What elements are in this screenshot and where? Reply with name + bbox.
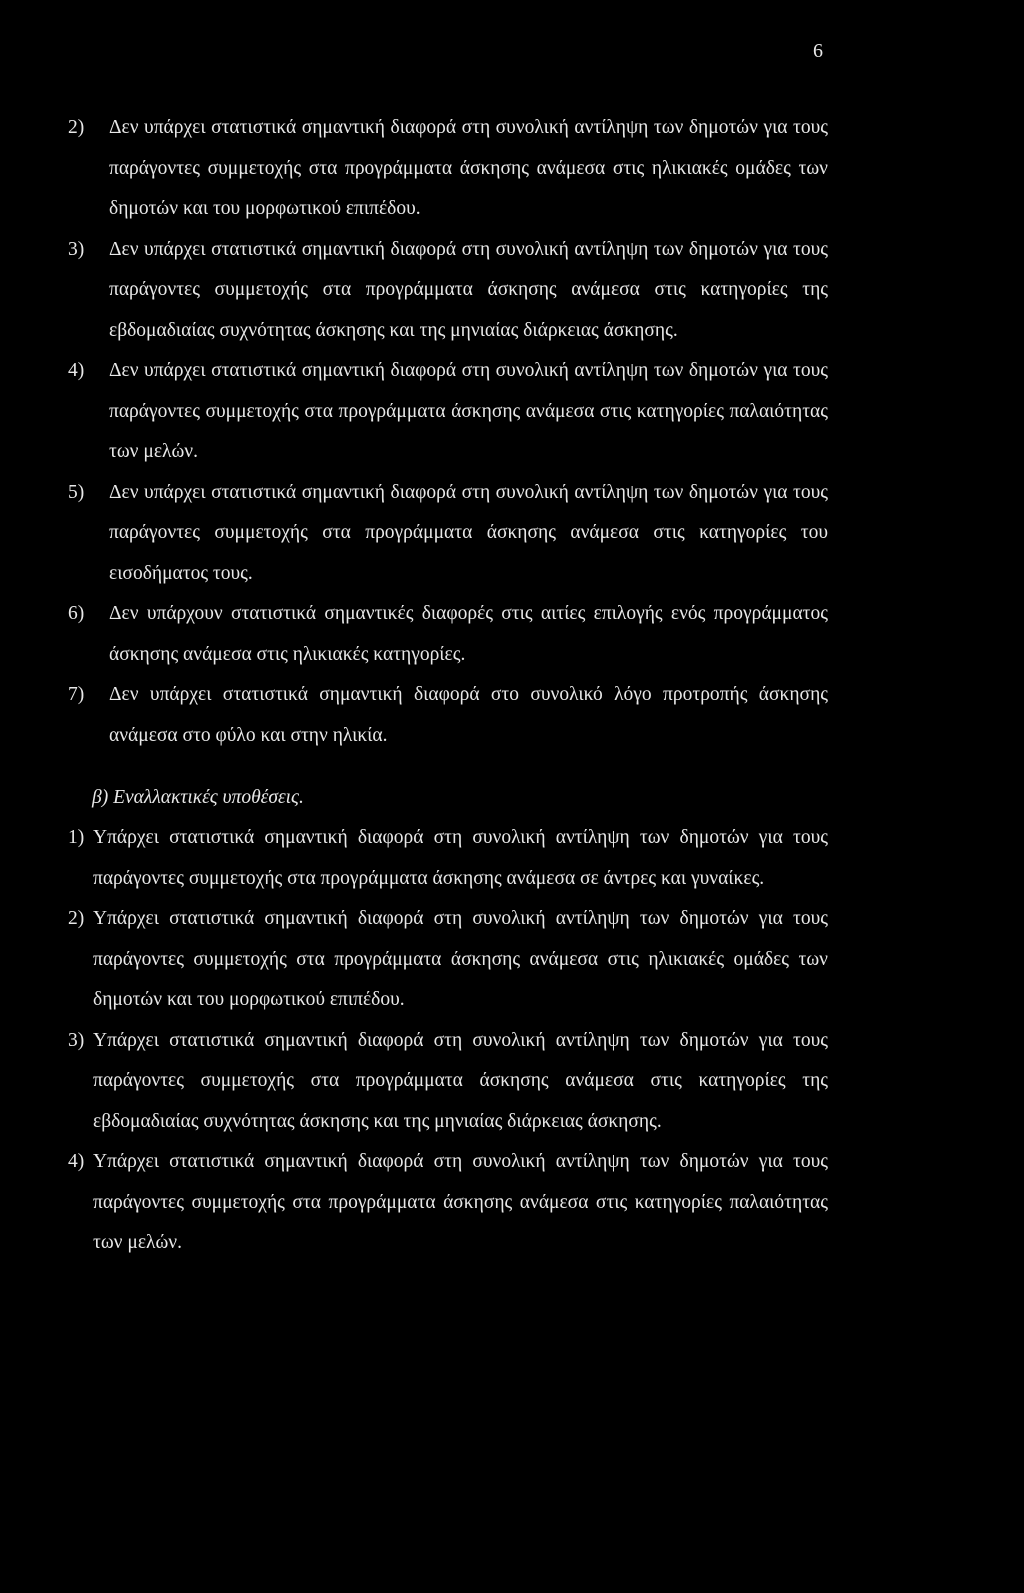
page-number: 6 (813, 40, 823, 62)
item-number: 2) (68, 908, 85, 929)
item-text: Υπάρχει στατιστικά σημαντική διαφορά στη συνολική αντίληψη των δημοτών για τους παράγοντες συμμετοχής στα προγράμματα άσκησης ανάμεσα στις κατηγορίες παλαιότητας των μελών. (93, 1151, 828, 1253)
item-number: 1) (68, 827, 85, 848)
item-text: Δεν υπάρχει στατιστικά σημαντική διαφορά στη συνολική αντίληψη των δημοτών για τους παράγοντες συμμετοχής στα προγράμματα άσκησης ανάμεσα στις κατηγορίες παλαιότητας των μελών. (109, 360, 828, 462)
null-hypotheses-list (68, 108, 828, 756)
alternative-hypotheses-list (68, 818, 828, 1264)
item-text: Δεν υπάρχει στατιστικά σημαντική διαφορά στη συνολική αντίληψη των δημοτών για τους παράγοντες συμμετοχής στα προγράμματα άσκησης ανάμεσα στις κατηγορίες του εισοδήματος τους. (109, 481, 828, 584)
list-item (68, 1142, 828, 1264)
list-item (68, 899, 828, 1021)
item-text: Δεν υπάρχει στατιστικά σημαντική διαφορά στο συνολικό λόγο προτροπής άσκησης ανάμεσα στο φύλο και στην ηλικία. (109, 684, 828, 746)
item-number: 4) (68, 1151, 85, 1172)
item-number: 5) (68, 481, 85, 503)
item-text: Υπάρχει στατιστικά σημαντική διαφορά στη συνολική αντίληψη των δημοτών για τους παράγοντες συμμετοχής στα προγράμματα άσκησης ανάμεσα στις ηλικιακές ομάδες των δημοτών και του μορφωτικού επιπέδου. (93, 908, 828, 1010)
list-item (68, 108, 828, 230)
section-heading: β) Εναλλακτικές υποθέσεις. (92, 787, 304, 808)
list-item (68, 675, 828, 756)
item-number: 3) (68, 1029, 85, 1051)
item-text: Δεν υπάρχει στατιστικά σημαντική διαφορά στη συνολική αντίληψη των δημοτών για τους παράγοντες συμμετοχής στα προγράμματα άσκησης ανάμεσα στις ηλικιακές ομάδες των δημοτών και του μορφωτικού επιπέδου. (109, 117, 828, 219)
item-text: Δεν υπάρχουν στατιστικά σημαντικές διαφορές στις αιτίες επιλογής ενός προγράμματος άσκησης ανάμεσα στις ηλικιακές κατηγορίες. (109, 603, 828, 665)
list-item (68, 594, 828, 675)
list-item (68, 473, 828, 595)
item-text: Υπάρχει στατιστικά σημαντική διαφορά στη συνολική αντίληψη των δημοτών για τους παράγοντες συμμετοχής στα προγράμματα άσκησης ανάμεσα σε άντρες και γυναίκες. (93, 827, 828, 889)
item-number: 6) (68, 603, 85, 624)
item-number: 4) (68, 360, 85, 381)
list-item (68, 1021, 828, 1143)
item-text: Δεν υπάρχει στατιστικά σημαντική διαφορά στη συνολική αντίληψη των δημοτών για τους παράγοντες συμμετοχής στα προγράμματα άσκησης ανάμεσα στις κατηγορίες της εβδομαδιαίας συχνότητας άσκησης και της μηνιαίας διάρκειας άσκησης. (109, 238, 828, 341)
list-item (68, 230, 828, 352)
item-text: Υπάρχει στατιστικά σημαντική διαφορά στη συνολική αντίληψη των δημοτών για τους παράγοντες συμμετοχής στα προγράμματα άσκησης ανάμεσα στις κατηγορίες της εβδομαδιαίας συχνότητας άσκησης και της μηνιαίας διάρκειας άσκησης. (93, 1029, 828, 1132)
list-item (68, 818, 828, 899)
item-number: 7) (68, 684, 85, 705)
item-number: 2) (68, 117, 85, 138)
item-number: 3) (68, 238, 85, 260)
list-item (68, 351, 828, 473)
document-body (68, 108, 828, 1264)
